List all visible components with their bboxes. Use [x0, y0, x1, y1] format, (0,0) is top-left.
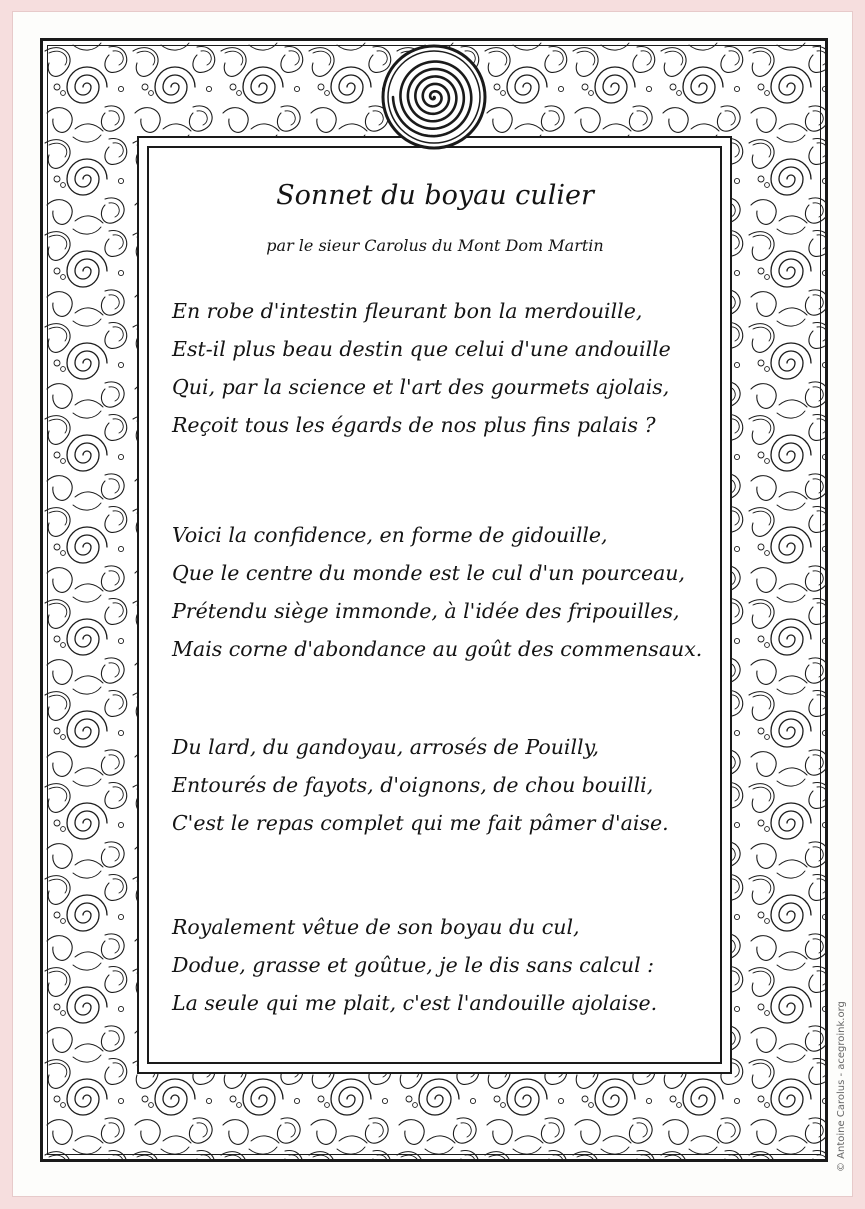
verse-line: En robe d'intestin fleurant bon la merdouille,: [172, 299, 643, 323]
stanza-4: [172, 908, 732, 1022]
spiral-icon: [381, 44, 487, 150]
verse-line: Est-il plus beau destin que celui d'une andouille: [172, 337, 671, 361]
verse-line: Que le centre du monde est le cul d'un pourceau,: [172, 561, 686, 585]
stanza-2: [172, 516, 732, 668]
verse-line: La seule qui me plait, c'est l'andouille ajolaise.: [172, 991, 658, 1015]
verse-line: C'est le repas complet qui me fait pâmer d'aise.: [172, 811, 669, 835]
verse-line: Du lard, du gandoyau, arrosés de Pouilly,: [172, 735, 599, 759]
verse-line: Voici la confidence, en forme de gidouille,: [172, 523, 608, 547]
poem-author: par le sieur Carolus du Mont Dom Martin: [266, 236, 604, 255]
verse-line: Dodue, grasse et goûtue, je le dis sans calcul :: [172, 953, 655, 977]
copyright-notice: © Antoine Carolus - acegroink.org: [836, 1001, 847, 1172]
verse-line: Mais corne d'abondance au goût des commensaux.: [172, 637, 703, 661]
verse-line: Entourés de fayots, d'oignons, de chou bouilli,: [172, 773, 654, 797]
stanza-3: [172, 728, 732, 842]
poem-title: Sonnet du boyau culier: [276, 180, 594, 211]
verse-line: Prétendu siège immonde, à l'idée des fripouilles,: [172, 599, 680, 623]
verse-line: Royalement vêtue de son boyau du cul,: [172, 915, 580, 939]
verse-line: Qui, par la science et l'art des gourmets ajolais,: [172, 375, 670, 399]
verse-line: Reçoit tous les égards de nos plus fins palais ?: [172, 413, 656, 437]
stanza-1: [172, 292, 732, 444]
